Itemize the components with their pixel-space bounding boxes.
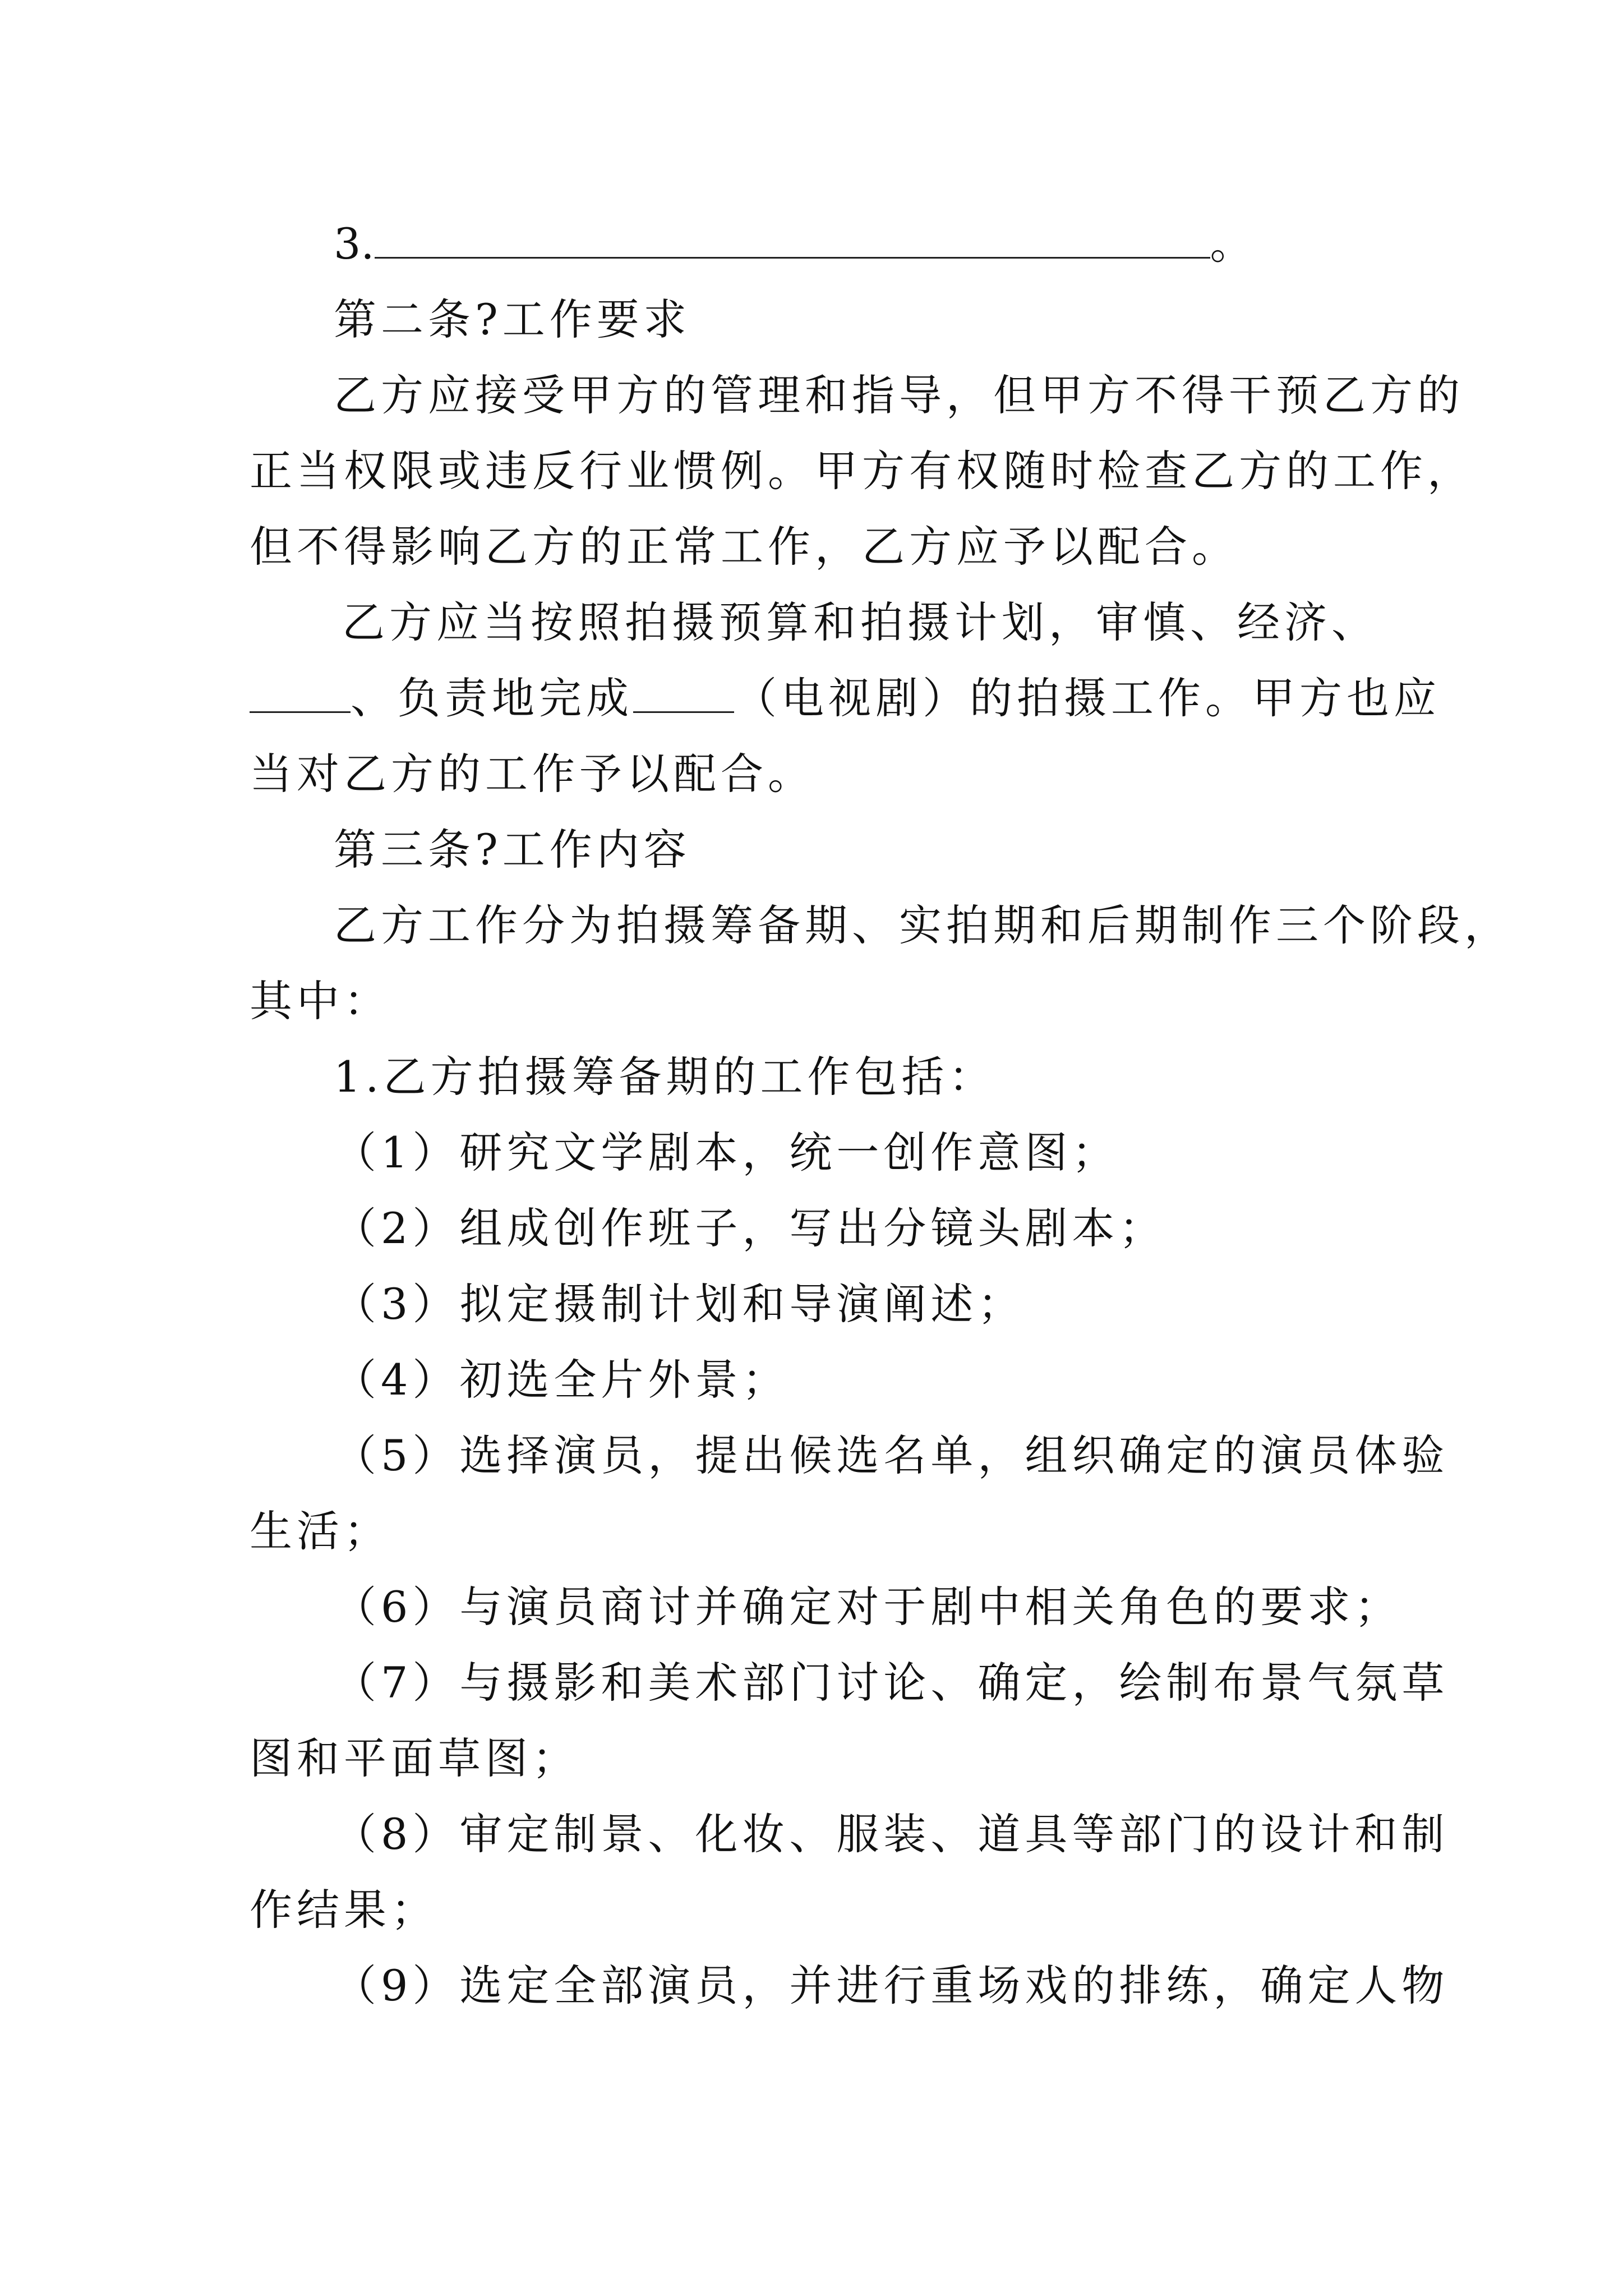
article-3-para-1-line-1: 乙方工作分为拍摄筹备期、实拍期和后期制作三个阶段，	[334, 900, 1511, 950]
item-3-line	[334, 210, 1394, 278]
prep-item-8-line-1: （8）审定制景、化妆、服装、道具等部门的设计和制	[334, 1809, 1449, 1859]
article-2-para-1-line-2: 正当权限或违反行业惯例。甲方有权随时检查乙方的工作，	[250, 446, 1474, 496]
article-2-para-2-line-3: 当对乙方的工作予以配合。	[250, 749, 815, 799]
prep-item-4: （4）初选全片外景；	[334, 1355, 790, 1405]
prep-item-7-line-1: （7）与摄影和美术部门讨论、确定，绘制布景气氛草	[334, 1658, 1449, 1708]
item-3-period: 。	[1210, 219, 1257, 269]
prep-item-3: （3）拟定摄制计划和导演阐述；	[334, 1279, 1025, 1329]
prep-item-8-line-2: 作结果；	[250, 1885, 438, 1935]
prep-item-2: （2）组成创作班子，写出分镜头剧本；	[334, 1203, 1166, 1253]
prep-stage-heading: 1.乙方拍摄筹备期的工作包括：	[334, 1052, 996, 1102]
para-2-text-a: 、负责地完成	[351, 673, 633, 723]
prep-item-5-line-1: （5）选择演员，提出候选名单，组织确定的演员体验	[334, 1430, 1449, 1480]
para-2-text-b: （电视剧）的拍摄工作。甲方也应	[734, 673, 1441, 723]
article-2-para-2-line-1: 乙方应当按照拍摄预算和拍摄计划，审慎、经济、	[342, 597, 1378, 647]
prep-item-7-line-2: 图和平面草图；	[250, 1733, 579, 1783]
article-3-para-1-line-2: 其中：	[250, 976, 391, 1026]
article-2-heading: 第二条?工作要求	[334, 295, 691, 344]
item-3-number: 3.	[334, 219, 375, 269]
prep-item-5-line-2: 生活；	[250, 1506, 391, 1556]
item-3-blank-field[interactable]	[375, 217, 1210, 259]
prep-item-6: （6）与演员商讨并确定对于剧中相关角色的要求；	[334, 1582, 1402, 1632]
article-3-heading: 第三条?工作内容	[334, 825, 691, 875]
article-2-para-2-line-2	[250, 665, 1441, 732]
article-2-para-1-line-1: 乙方应接受甲方的管理和指导，但甲方不得干预乙方的	[334, 370, 1464, 420]
prep-item-9-line-1: （9）选定全部演员，并进行重场戏的排练，确定人物	[334, 1961, 1449, 2010]
article-2-para-1-line-3: 但不得影响乙方的正常工作，乙方应予以配合。	[250, 522, 1239, 572]
manner-blank-field[interactable]	[250, 671, 351, 713]
drama-title-blank-field[interactable]	[633, 671, 734, 713]
prep-item-1: （1）研究文学剧本，统一创作意图；	[334, 1128, 1119, 1177]
